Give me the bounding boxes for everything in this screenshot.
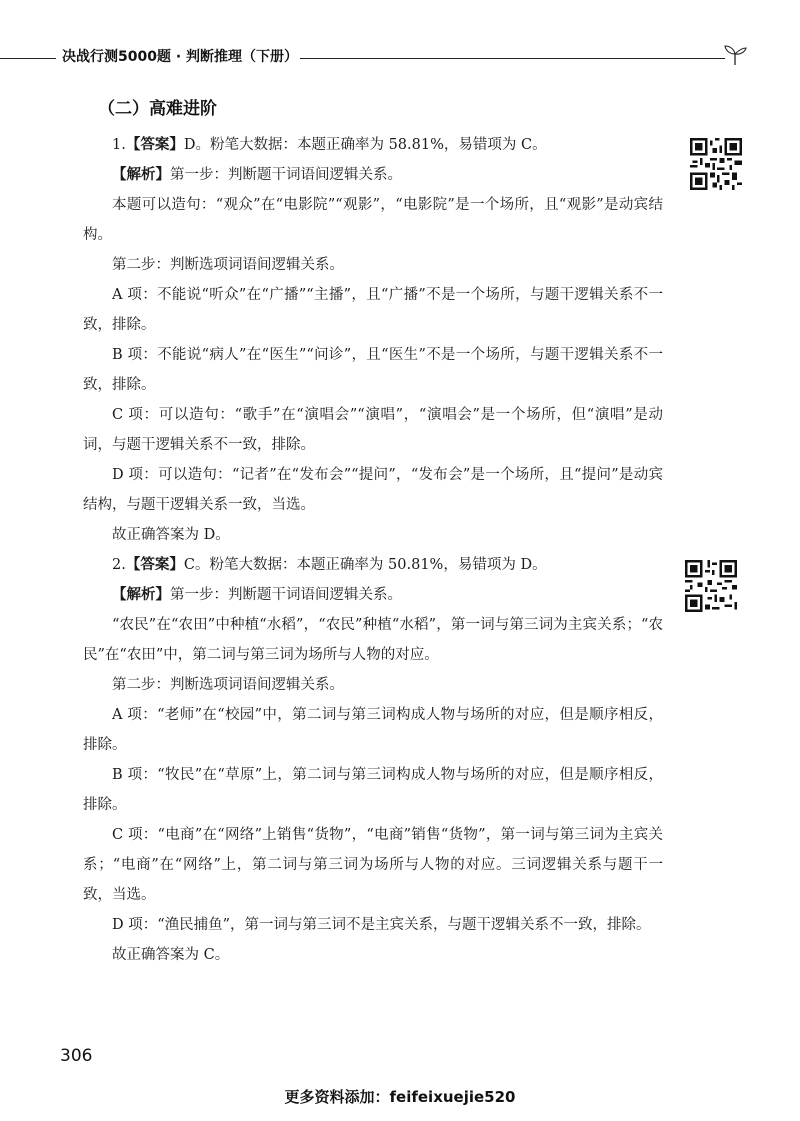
option-a-analysis: A 项：“老师”在“校园”中，第二词与第三词构成人物与场所的对应，但是顺序相反，排除。 bbox=[83, 707, 663, 753]
answer-text: D。粉笔大数据：本题正确率为 58.81%，易错项为 C。 bbox=[183, 137, 547, 153]
option-c-analysis: C 项：可以造句：“歌手”在“演唱会”“演唱”，“演唱会”是一个场所，但“演唱”是动词，与题干逻辑关系不一致，排除。 bbox=[83, 407, 663, 453]
answer-text: C。粉笔大数据：本题正确率为 50.81%，易错项为 D。 bbox=[183, 557, 547, 573]
q2-answer-line: 2.【答案】C。粉笔大数据：本题正确率为 50.81%，易错项为 D。 bbox=[112, 557, 547, 573]
book-title: 决战行测5000题 · 判断推理（下册） bbox=[62, 49, 299, 65]
analysis-tag: 【解析】 bbox=[112, 167, 170, 183]
answer-content bbox=[83, 130, 663, 970]
conclusion: 故正确答案为 C。 bbox=[112, 947, 230, 963]
option-b-analysis: B 项：不能说“病人”在“医生”“问诊”，且“医生”不是一个场所，与题干逻辑关系不一致，排除。 bbox=[83, 347, 663, 393]
answer-tag: 【答案】 bbox=[125, 137, 184, 153]
sprout-icon bbox=[722, 42, 748, 66]
header-rule-left bbox=[0, 58, 56, 59]
q1-answer-line: 1.【答案】D。粉笔大数据：本题正确率为 58.81%，易错项为 C。 bbox=[112, 137, 547, 153]
header-rule-right bbox=[300, 58, 725, 59]
analysis-tag: 【解析】 bbox=[112, 587, 170, 603]
option-d-analysis: D 项：可以造句：“记者”在“发布会”“提问”，“发布会”是一个场所，且“提问”是动宾结构，与题干逻辑关系一致，当选。 bbox=[83, 467, 663, 513]
footer bbox=[0, 1086, 800, 1107]
footer-label: 更多资料添加： bbox=[284, 1088, 390, 1106]
option-b-analysis: B 项：“牧民”在“草原”上，第二词与第三词构成人物与场所的对应，但是顺序相反，排除。 bbox=[83, 767, 663, 813]
option-d-analysis: D 项：“渔民捕鱼”，第一词与第三词不是主宾关系，与题干逻辑关系不一致，排除。 bbox=[112, 917, 651, 933]
q2-analysis-line bbox=[83, 580, 663, 610]
section-title: （二）高难进阶 bbox=[98, 99, 217, 119]
answer-tag: 【答案】 bbox=[125, 557, 184, 573]
q1-analysis-line bbox=[83, 160, 663, 190]
option-a-analysis: A 项：不能说“听众”在“广播”“主播”，且“广播”不是一个场所，与题干逻辑关系不一致，排除。 bbox=[83, 287, 663, 333]
analysis-text: 第一步：判断题干词语间逻辑关系。 bbox=[170, 587, 402, 603]
qr-code-2 bbox=[685, 560, 737, 612]
conclusion: 故正确答案为 D。 bbox=[112, 527, 230, 543]
paragraph: 第二步：判断选项词语间逻辑关系。 bbox=[112, 677, 344, 693]
footer-id: feifeixuejie520 bbox=[389, 1088, 516, 1106]
option-c-analysis: C 项：“电商”在“网络”上销售“货物”，“电商”销售“货物”，第一词与第三词为主宾关系；“电商”在“网络”上，第二词与第三词为场所与人物的对应。三词逻辑关系与题干一致，当选。 bbox=[83, 827, 663, 903]
paragraph: 第二步：判断选项词语间逻辑关系。 bbox=[112, 257, 344, 273]
running-header bbox=[0, 42, 800, 72]
page-number: 306 bbox=[60, 1046, 93, 1066]
qr-code-1 bbox=[690, 138, 742, 190]
analysis-text: 第一步：判断题干词语间逻辑关系。 bbox=[170, 167, 402, 183]
paragraph: “农民”在“农田”中种植“水稻”，“农民”种植“水稻”，第一词与第三词为主宾关系；“农民”在“农田”中，第二词与第三词为场所与人物的对应。 bbox=[83, 617, 663, 663]
paragraph: 本题可以造句：“观众”在“电影院”“观影”，“电影院”是一个场所，且“观影”是动宾结构。 bbox=[83, 197, 663, 243]
